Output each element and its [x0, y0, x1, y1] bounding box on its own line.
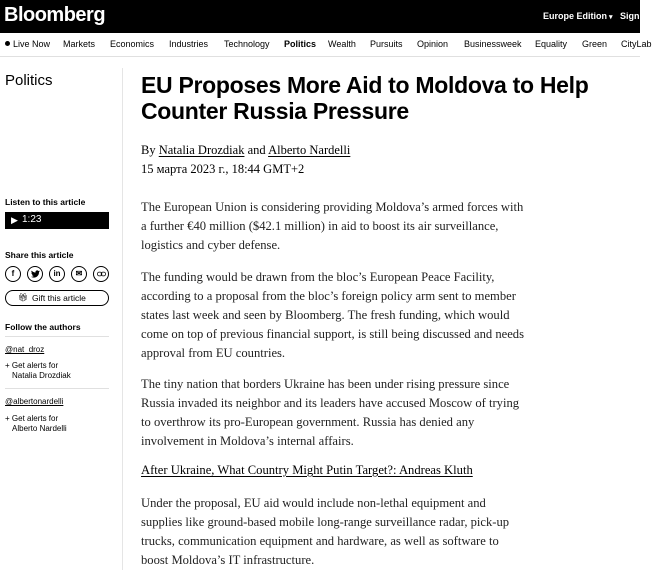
author-handle-nardelli[interactable]: @albertonardelli	[5, 397, 64, 406]
get-alerts-drozdiak[interactable]	[5, 361, 115, 381]
article-paragraph: The funding would be drawn from the bloc’s European Peace Facility, according to a proposal from the bloc’s foreign policy arm sent to member states last week and seen by Bloomberg. The fresh funding, which would come on top of previous financial support, is still being discussed and needs approval from EU countries.	[141, 270, 524, 360]
follow-heading: Follow the authors	[5, 322, 81, 332]
sidebar-divider	[122, 68, 123, 570]
article-paragraph: The European Union is considering providing Moldova’s armed forces with a further €40 million ($42.1 million) in aid to boost its air surveillance, logistics and cyber defense.	[141, 200, 524, 252]
gift-label: Gift this article	[32, 293, 86, 303]
nav-item-markets[interactable]: Markets	[63, 39, 96, 49]
listen-heading: Listen to this article	[5, 197, 86, 207]
related-article-link[interactable]: After Ukraine, What Country Might Putin Target?: Andreas Kluth	[141, 463, 473, 477]
top-bar	[0, 0, 650, 33]
alert-prefix: + Get alerts for	[5, 361, 59, 370]
link-icon[interactable]	[93, 266, 109, 282]
publish-date: 15 марта 2023 г., 18:44 GMT+2	[141, 162, 305, 176]
section-title[interactable]: Politics	[5, 72, 53, 89]
byline-prefix: By	[141, 143, 156, 157]
nav-item-label: Live Now	[13, 39, 51, 49]
chevron-down-icon: ▾	[609, 14, 613, 21]
alert-prefix: + Get alerts for	[5, 414, 59, 423]
byline	[141, 143, 350, 158]
author-handle-drozdiak[interactable]: @nat_droz	[5, 345, 45, 354]
nav-item-citylab[interactable]: CityLab	[621, 39, 652, 49]
nav-item-pursuits[interactable]: Pursuits	[370, 39, 403, 49]
linkedin-icon[interactable]: in	[49, 266, 65, 282]
main-nav	[0, 33, 652, 57]
bloomberg-logo[interactable]: Bloomberg	[4, 4, 106, 26]
listen-button[interactable]	[5, 212, 109, 229]
play-icon: ▶	[11, 215, 18, 225]
follow-divider	[5, 336, 109, 337]
alert-author-name: Alberto Nardelli	[12, 424, 67, 433]
edition-selector[interactable]	[543, 11, 613, 21]
edition-label: Europe Edition	[543, 11, 607, 21]
article-paragraph: Under the proposal, EU aid would include non-lethal equipment and supplies like ground-based mobile long-range surveillance radar, pick-up trucks, communication equipment and hardware, as well as software to boost Moldova’s IT infrastructure.	[141, 496, 510, 567]
article-paragraph: The tiny nation that borders Ukraine has been under rising pressure since Russia invaded its neighbor and its leaders have accused Moscow of trying to overthrow its pro-European government. Russia has denied any involvement in Moldova’s internal affairs.	[141, 377, 520, 448]
nav-item-live-now[interactable]	[5, 39, 50, 49]
nav-item-economics[interactable]: Economics	[110, 39, 155, 49]
gift-article-button[interactable]	[5, 290, 109, 306]
alert-author-name: Natalia Drozdiak	[12, 371, 71, 380]
nav-item-wealth[interactable]: Wealth	[328, 39, 356, 49]
nav-item-politics[interactable]: Politics	[284, 39, 317, 49]
nav-item-equality[interactable]: Equality	[535, 39, 568, 49]
share-heading: Share this article	[5, 250, 74, 260]
facebook-icon[interactable]: f	[5, 266, 21, 282]
author-link-nardelli[interactable]: Alberto Nardelli	[268, 143, 351, 157]
gift-icon: 🎁︎	[18, 293, 29, 302]
listen-duration: 1:23	[22, 214, 42, 225]
email-icon[interactable]: ✉	[71, 266, 87, 282]
get-alerts-nardelli[interactable]	[5, 414, 115, 434]
sign-in-link[interactable]: Sign In	[620, 11, 650, 21]
nav-item-businessweek[interactable]: Businessweek	[464, 39, 522, 49]
author-link-drozdiak[interactable]: Natalia Drozdiak	[158, 143, 245, 157]
twitter-icon[interactable]	[27, 266, 43, 282]
nav-item-technology[interactable]: Technology	[224, 39, 270, 49]
follow-divider	[5, 388, 109, 389]
nav-item-green[interactable]: Green	[582, 39, 608, 49]
article-headline: EU Proposes More Aid to Moldova to Help Counter Russia Pressure	[141, 72, 589, 124]
live-dot-icon	[5, 41, 10, 46]
byline-and: and	[247, 143, 266, 157]
nav-item-industries[interactable]: Industries	[169, 39, 209, 49]
nav-item-opinion[interactable]: Opinion	[417, 39, 449, 49]
